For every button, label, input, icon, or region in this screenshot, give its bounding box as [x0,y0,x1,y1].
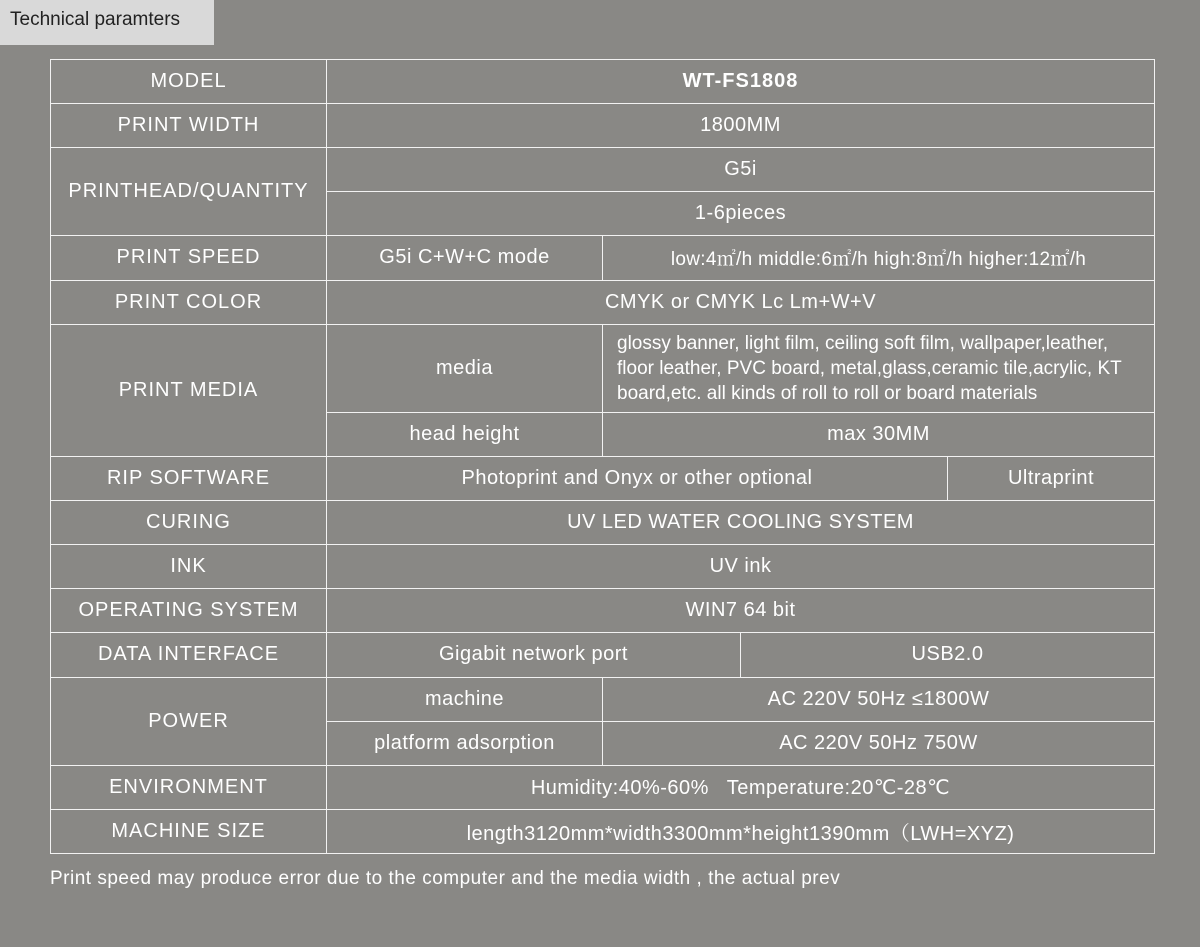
print-color-value: CMYK or CMYK Lc Lm+W+V [327,280,1155,324]
table-row [51,236,1155,280]
section-title: Technical paramters [0,0,214,45]
environment-value: Humidity:40%-60% Temperature:20℃-28℃ [327,765,1155,809]
ink-value: UV ink [327,545,1155,589]
print-color-label: PRINT COLOR [51,280,327,324]
data-interface-network: Gigabit network port [327,633,741,677]
table-row [51,545,1155,589]
power-label: POWER [51,677,327,765]
printhead-type: G5i [327,148,1155,192]
rip-software-alt: Ultraprint [948,456,1155,500]
table-row [51,456,1155,500]
print-speed-label: PRINT SPEED [51,236,327,280]
table-row [51,633,1155,677]
environment-label: ENVIRONMENT [51,765,327,809]
operating-system-value: WIN7 64 bit [327,589,1155,633]
rip-software-value: Photoprint and Onyx or other optional [327,456,948,500]
head-height-value: max 30MM [603,412,1155,456]
table-row [51,677,1155,721]
table-row [51,324,1155,412]
print-speed-mode: G5i C+W+C mode [327,236,603,280]
curing-label: CURING [51,501,327,545]
print-width-label: PRINT WIDTH [51,104,327,148]
machine-size-label: MACHINE SIZE [51,809,327,853]
operating-system-label: OPERATING SYSTEM [51,589,327,633]
power-machine-value: AC 220V 50Hz ≤1800W [603,677,1155,721]
table-row [51,809,1155,853]
print-media-label: PRINT MEDIA [51,324,327,456]
power-platform-value: AC 220V 50Hz 750W [603,721,1155,765]
media-value: glossy banner, light film, ceiling soft film, wallpaper,leather, floor leather, PVC board, metal,glass,ceramic tile,acrylic, KT board,etc. all kinds of roll to roll or board materials [603,324,1155,412]
media-label: media [327,324,603,412]
print-speed-values: low:4㎡/h middle:6㎡/h high:8㎡/h higher:12㎡/h [603,236,1155,280]
print-width-value: 1800MM [327,104,1155,148]
footnote: Print speed may produce error due to the computer and the media width , the actual prev [50,868,841,889]
table-row [51,501,1155,545]
printhead-quantity: 1-6pieces [327,192,1155,236]
power-machine-label: machine [327,677,603,721]
model-value: WT-FS1808 [327,60,1155,104]
table-row [51,280,1155,324]
table-row [51,589,1155,633]
table-row [51,104,1155,148]
data-interface-usb: USB2.0 [741,633,1155,677]
table-row [51,765,1155,809]
ink-label: INK [51,545,327,589]
data-interface-label: DATA INTERFACE [51,633,327,677]
head-height-label: head height [327,412,603,456]
table-row [51,60,1155,104]
printhead-label: PRINTHEAD/QUANTITY [51,148,327,236]
power-platform-label: platform adsorption [327,721,603,765]
model-label: MODEL [51,60,327,104]
machine-size-value: length3120mm*width3300mm*height1390mm（LWH=XYZ) [327,809,1155,853]
table-row [51,148,1155,192]
rip-software-label: RIP SOFTWARE [51,456,327,500]
spec-table [50,59,1155,854]
curing-value: UV LED WATER COOLING SYSTEM [327,501,1155,545]
